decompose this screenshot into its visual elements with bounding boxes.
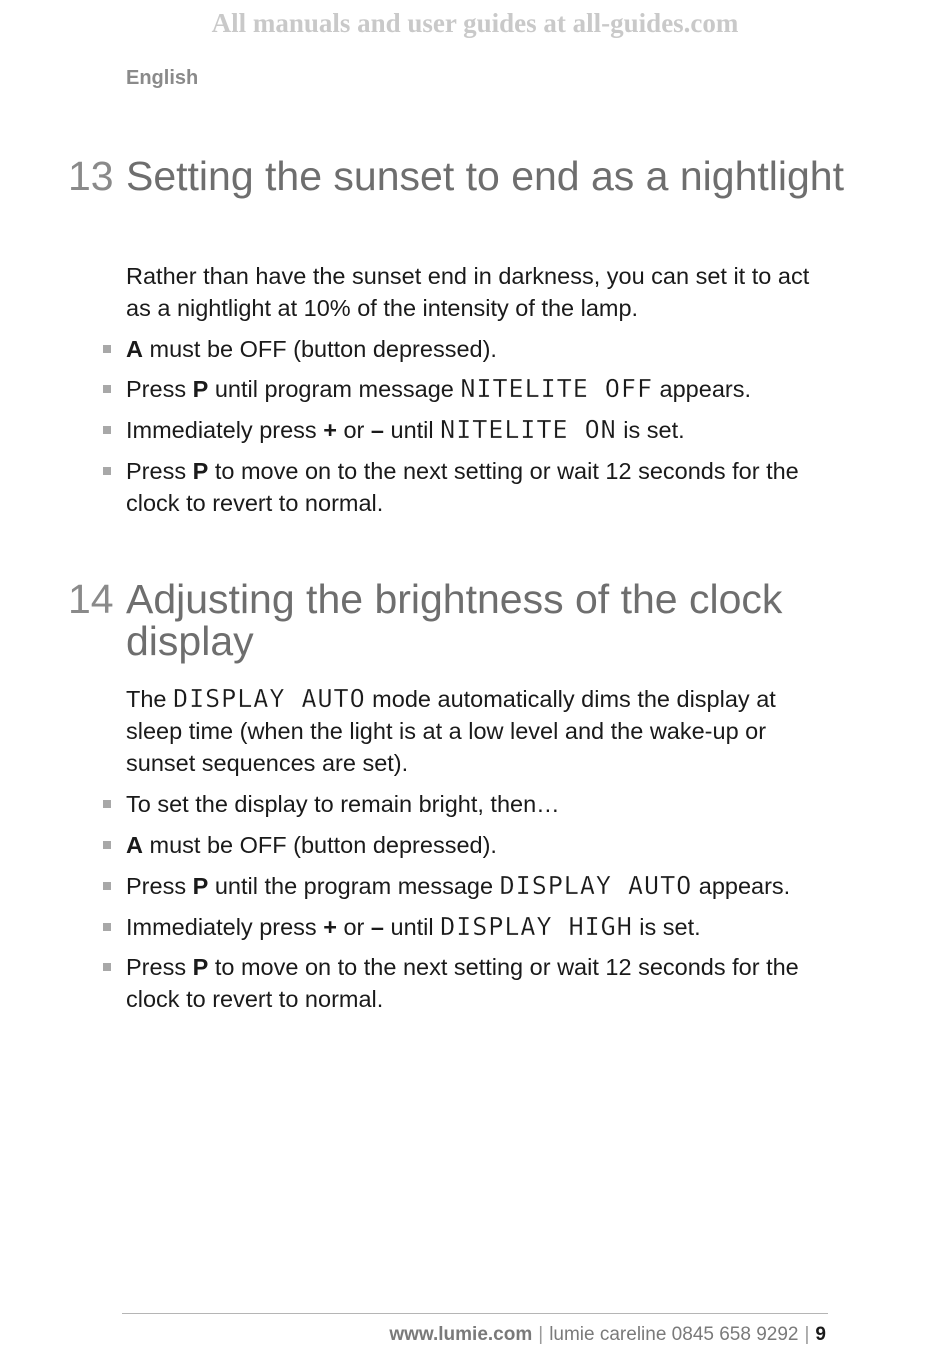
button-key: + [323,914,337,940]
bullet-square-icon [103,923,111,931]
page-number: 9 [815,1324,826,1345]
list-item-text: Press P until the program message DISPLAY AUTO appears. [126,871,791,900]
list-item-text: A must be OFF (button depressed). [126,832,497,858]
footer-url: www.lumie.com [389,1324,533,1345]
list-item-text: Immediately press + or – until NITELITE ON is set. [126,415,685,444]
footer-careline: lumie careline 0845 658 9292 [549,1324,799,1345]
lcd-message: NITELITE ON [440,415,617,444]
section-title: Setting the sunset to end as a nightlight [126,153,845,199]
button-key: P [192,376,209,402]
button-key: P [192,954,209,980]
section-number: 13 [68,153,114,199]
bullet-square-icon [103,467,111,475]
bullet-square-icon [103,963,111,971]
section-number: 14 [68,576,114,622]
button-key: A [126,832,143,858]
lcd-message: DISPLAY AUTO [173,684,366,713]
list-item-text: Press P to move on to the next setting or wait 12 seconds for the clock to revert to normal. [126,954,799,1012]
language-label: English [126,67,199,89]
button-key: + [323,417,337,443]
bullet-square-icon [103,426,111,434]
list-item-text: To set the display to remain bright, then… [126,791,560,817]
bullet-square-icon [103,385,111,393]
section-intro: Rather than have the sunset end in darkness, you can set it to act as a nightlight at 10% of the intensity of the lamp. [126,263,810,321]
button-key: – [370,417,384,443]
button-key: P [192,458,209,484]
footer-divider [122,1313,828,1314]
footer-separator: | [538,1324,544,1345]
list-item-text: Immediately press + or – until DISPLAY HIGH is set. [126,912,701,941]
footer-separator: | [804,1324,810,1345]
page-footer [389,1324,826,1346]
section-title: Adjusting the brightness of the clock display [126,576,783,664]
lcd-message: DISPLAY AUTO [499,871,693,900]
bullet-square-icon [103,800,111,808]
list-item-text: Press P until program message NITELITE OFF appears. [126,374,751,403]
bullet-square-icon [103,345,111,353]
watermark-banner: All manuals and user guides at all-guides.com [211,8,739,38]
lcd-message: NITELITE OFF [460,374,654,403]
section-intro: The DISPLAY AUTO mode automatically dims the display at sleep time (when the light is at a low level and the wake-up or sunset sequences are set). [126,684,776,776]
button-key: P [192,873,209,899]
bullet-square-icon [103,882,111,890]
bullet-square-icon [103,841,111,849]
button-key: A [126,336,143,362]
list-item-text: A must be OFF (button depressed). [126,336,497,362]
list-item-text: Press P to move on to the next setting or wait 12 seconds for the clock to revert to normal. [126,458,799,516]
button-key: – [370,914,384,940]
lcd-message: DISPLAY HIGH [440,912,633,941]
